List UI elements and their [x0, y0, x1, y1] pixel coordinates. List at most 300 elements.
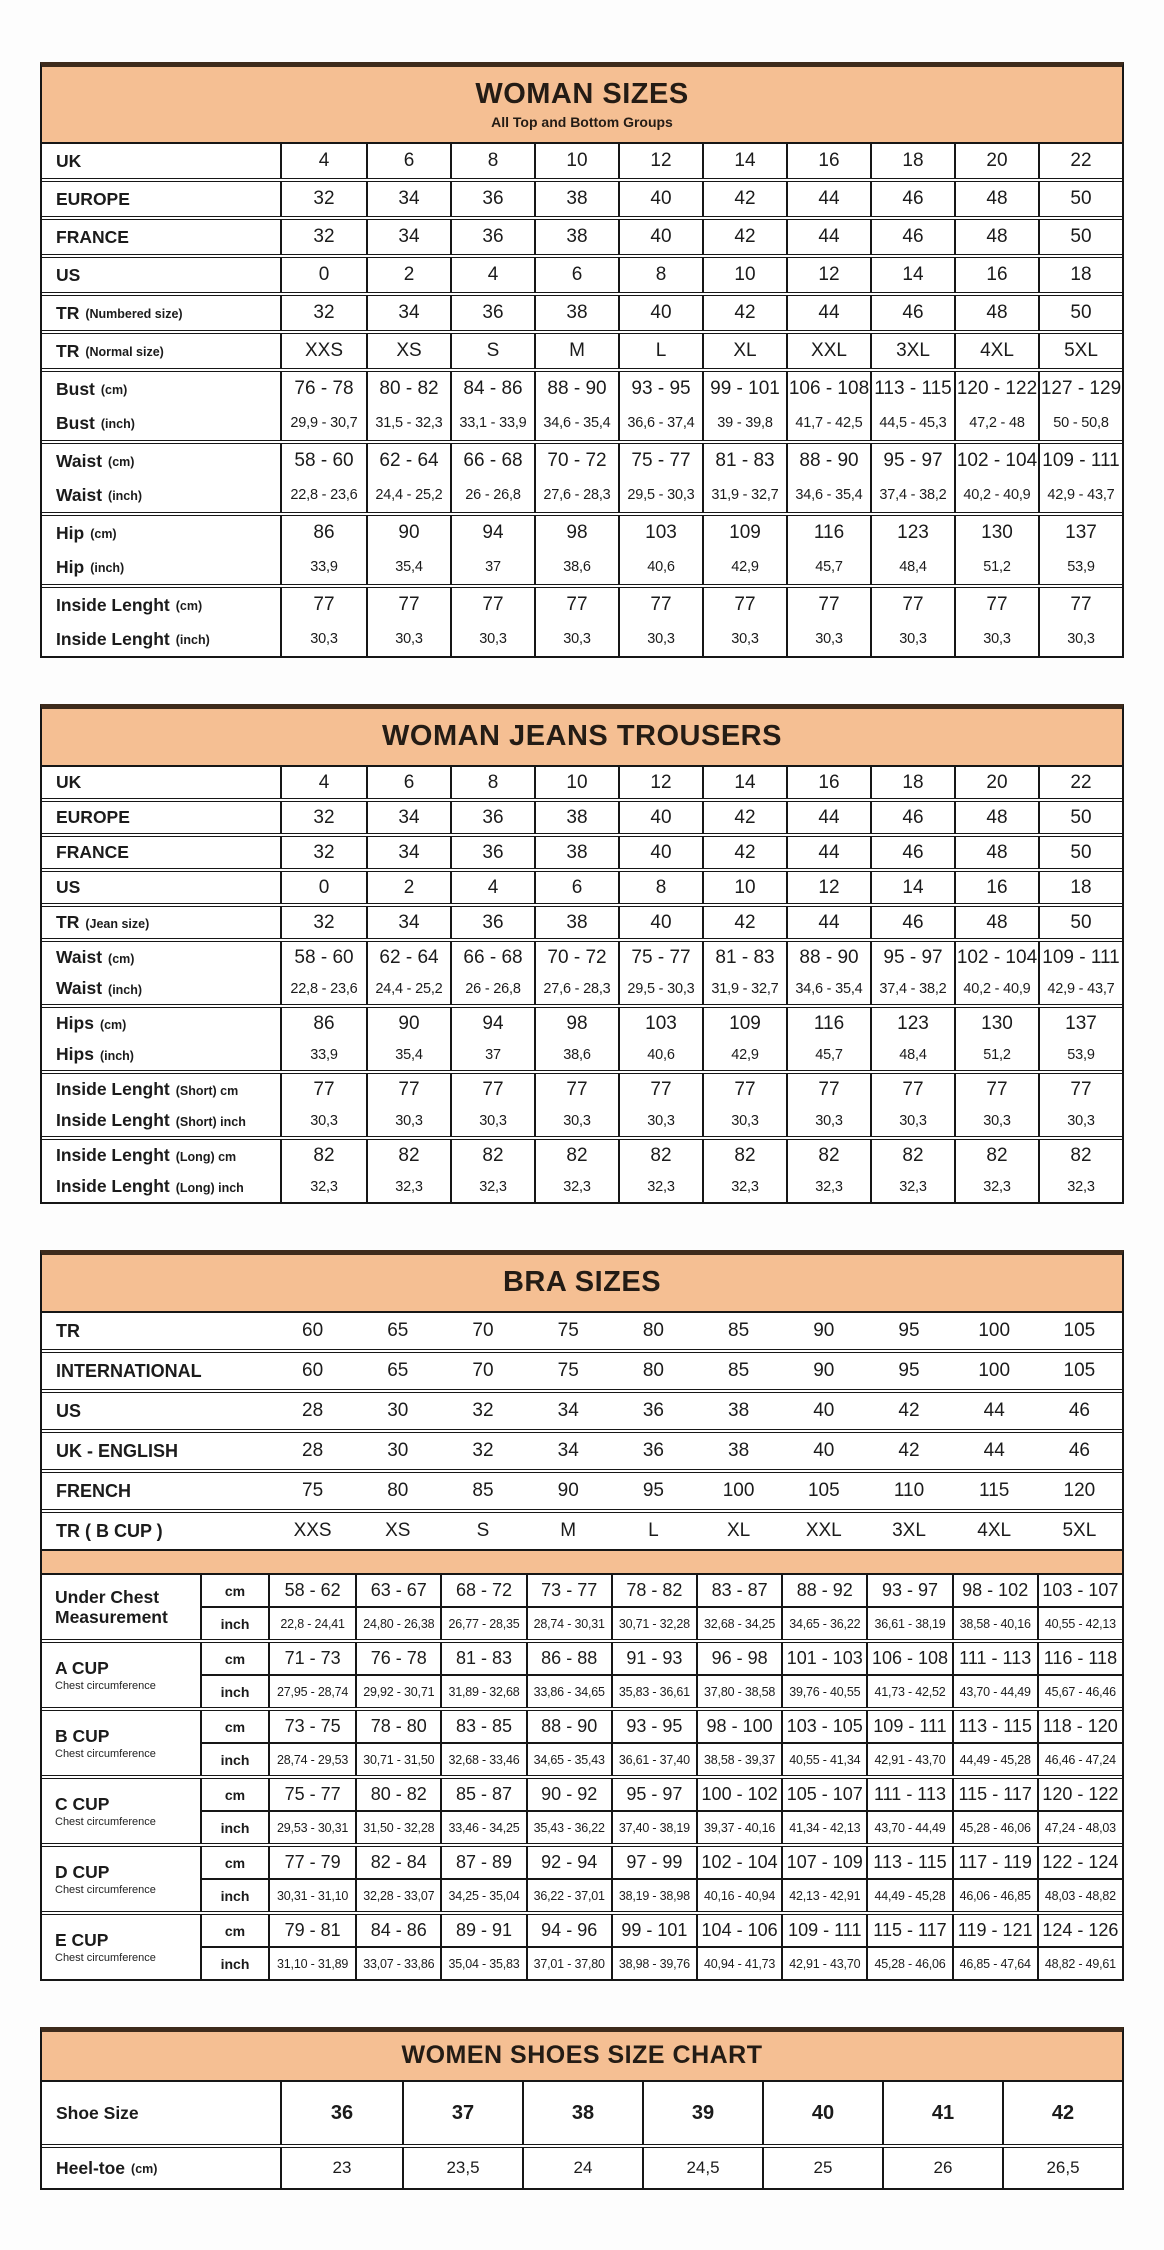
- table-cell: 30,3: [450, 1105, 534, 1136]
- table-cell: 32: [472, 1440, 494, 1461]
- table-cell: 80: [642, 1320, 664, 1341]
- table-cell: 29,5 - 30,3: [618, 973, 702, 1004]
- table-cell: 51,2: [954, 1039, 1038, 1070]
- table-cell: 94: [450, 516, 534, 550]
- row-label: [42, 1140, 282, 1171]
- table-cell: 98: [534, 516, 618, 550]
- cup-measurement-block: [42, 1575, 1122, 1639]
- table-title: WOMEN SHOES SIZE CHART: [401, 2041, 763, 2069]
- table-cell: 39,76 - 40,55: [781, 1676, 866, 1707]
- table-cell: 24,5: [642, 2148, 762, 2188]
- table-cell: 41,73 - 42,52: [866, 1676, 951, 1707]
- unit-cell: inch: [202, 1812, 270, 1843]
- table-cell: 29,5 - 30,3: [618, 478, 702, 512]
- table-cell: 30,3: [786, 622, 870, 656]
- table-cell: 5XL: [1038, 334, 1122, 368]
- table-cell: 33,07 - 33,86: [355, 1948, 440, 1979]
- table-cell: 40: [618, 802, 702, 833]
- row-label-text: TR: [56, 302, 80, 323]
- table-cell: 77: [313, 594, 335, 615]
- table-cell: 30,3: [310, 631, 338, 647]
- row-label: [42, 296, 282, 330]
- row-label-text: TR: [56, 340, 80, 361]
- unit-cell: cm: [202, 1779, 270, 1810]
- table-cell: 82: [618, 1140, 702, 1171]
- table-cell: 34,65 - 35,43: [526, 1744, 611, 1775]
- row-label-text: Inside Lenght: [56, 1079, 170, 1099]
- table-cell: 58 - 60: [294, 450, 354, 471]
- table-cell: 99 - 101: [702, 372, 786, 406]
- table-cell: 103: [618, 516, 702, 550]
- row-label-note: (Long) inch: [175, 1180, 244, 1195]
- table-cell: 68 - 72: [440, 1575, 525, 1606]
- table-subtitle: All Top and Bottom Groups: [491, 114, 673, 130]
- cup-rows: [202, 1711, 1122, 1775]
- table-cell: 75 - 77: [284, 1784, 341, 1804]
- table-cell: M: [534, 334, 618, 368]
- table-cell: 35,4: [366, 550, 450, 584]
- cup-sublabel: Chest circumference: [55, 1816, 156, 1829]
- table-cell: 32,3: [954, 1171, 1038, 1202]
- table-cell: 26: [882, 2148, 1002, 2188]
- row-label-text: Inside Lenght: [56, 1176, 170, 1196]
- row-label: [42, 973, 282, 1004]
- cup-block-label: [42, 1711, 202, 1775]
- table-cell: 12: [618, 144, 702, 178]
- row-label: [42, 767, 282, 798]
- table-cell: 77: [954, 588, 1038, 622]
- table-cell: 100 - 102: [696, 1779, 781, 1810]
- cup-rows: [202, 1915, 1122, 1979]
- table-cell: 78 - 80: [355, 1711, 440, 1742]
- table-cell: 34: [557, 1440, 579, 1461]
- table-cell: 32,3: [1038, 1171, 1122, 1202]
- table-cell: 47,24 - 48,03: [1037, 1812, 1122, 1843]
- table-row: [42, 938, 1122, 973]
- table-cell: 46,85 - 47,64: [952, 1948, 1037, 1979]
- row-label-text: Hip: [56, 522, 85, 543]
- table-cell: 12: [786, 872, 870, 903]
- cup-name: D CUP: [55, 1861, 110, 1882]
- table-row: [42, 406, 1122, 440]
- table-cell: 32: [313, 302, 335, 323]
- table-cell: 90 - 92: [526, 1779, 611, 1810]
- table-row: [42, 478, 1122, 512]
- table-row: [42, 1509, 1122, 1549]
- table-row: [42, 254, 1122, 292]
- table-cell: 34,65 - 36,22: [781, 1608, 866, 1639]
- table-cell: 95 - 97: [611, 1779, 696, 1810]
- table-header: [42, 2032, 1122, 2082]
- unit-cell: cm: [202, 1575, 270, 1606]
- table-cell: 3XL: [870, 334, 954, 368]
- row-label-text: US: [56, 264, 81, 285]
- table-cell: 45,7: [786, 550, 870, 584]
- table-cell: 80: [642, 1360, 664, 1381]
- table-cell: 36,61 - 37,40: [611, 1744, 696, 1775]
- row-label-text: UK: [56, 150, 82, 171]
- table-cell: 89 - 91: [440, 1915, 525, 1946]
- row-label: [42, 802, 282, 833]
- table-cell: 77: [366, 588, 450, 622]
- row-label: [42, 406, 282, 440]
- row-label: [42, 1074, 282, 1105]
- table-cell: 42: [702, 220, 786, 254]
- table-cell: 117 - 119: [952, 1847, 1037, 1878]
- table-cell: 34: [366, 182, 450, 216]
- table-cell: 36: [450, 220, 534, 254]
- row-label-text: Bust: [56, 378, 95, 399]
- table-cell: 30,3: [702, 622, 786, 656]
- table-cell: 28,74 - 30,31: [526, 1608, 611, 1639]
- table-cell: 34,25 - 35,04: [440, 1880, 525, 1911]
- row-label: [42, 588, 282, 622]
- table-cell: 28: [302, 1400, 324, 1421]
- table-cell: 30,3: [1038, 1105, 1122, 1136]
- table-row: [202, 1575, 1122, 1606]
- row-label-text: Hips: [56, 1013, 94, 1033]
- row-label-note: (cm): [100, 383, 128, 397]
- table-cell: 24: [522, 2148, 642, 2188]
- table-cell: 23: [332, 2158, 352, 2177]
- table-cell: 22: [1038, 767, 1122, 798]
- table-cell: 80: [387, 1480, 409, 1501]
- table-cell: 77: [1038, 588, 1122, 622]
- cup-rows: [202, 1575, 1122, 1639]
- table-cell: 30,3: [534, 1105, 618, 1136]
- table-row: [42, 1039, 1122, 1070]
- table-cell: 94 - 96: [526, 1915, 611, 1946]
- row-label: [42, 872, 282, 903]
- table-cell: 35,04 - 35,83: [440, 1948, 525, 1979]
- table-cell: 65: [387, 1320, 409, 1341]
- table-cell: 48: [954, 802, 1038, 833]
- table-cell: 77: [1038, 1074, 1122, 1105]
- row-label-note: (cm): [99, 1017, 127, 1032]
- table-cell: 84 - 86: [355, 1915, 440, 1946]
- table-cell: 16: [954, 872, 1038, 903]
- table-cell: 4: [450, 872, 534, 903]
- table-cell: 50: [1038, 802, 1122, 833]
- table-cell: 40: [618, 182, 702, 216]
- table-cell: 77: [450, 588, 534, 622]
- table-cell: 100: [978, 1320, 1011, 1341]
- table-cell: 32,3: [534, 1171, 618, 1202]
- table-cell: 4: [318, 150, 330, 171]
- row-label-text: Bust: [56, 412, 95, 433]
- table-cell: 98 - 102: [952, 1575, 1037, 1606]
- table-cell: 40,94 - 41,73: [696, 1948, 781, 1979]
- row-label-text: Inside Lenght: [56, 1145, 170, 1165]
- table-cell: 43,70 - 44,49: [866, 1812, 951, 1843]
- table-cell: 10: [534, 767, 618, 798]
- row-label: [42, 837, 282, 868]
- table-cell: 76 - 78: [355, 1643, 440, 1674]
- table-cell: 80 - 82: [366, 372, 450, 406]
- table-cell: 46: [870, 802, 954, 833]
- table-title: WOMAN JEANS TROUSERS: [382, 720, 782, 752]
- table-cell: 75: [557, 1320, 579, 1341]
- row-label-note: (inch): [108, 489, 143, 503]
- table-cell: 26 - 26,8: [450, 973, 534, 1004]
- row-label: [42, 907, 282, 938]
- table-cell: 38: [534, 907, 618, 938]
- table-cell: 105 - 107: [781, 1779, 866, 1810]
- table-cell: 101 - 103: [781, 1643, 866, 1674]
- table-cell: 82: [366, 1140, 450, 1171]
- table-cell: 34: [366, 802, 450, 833]
- table-cell: 119 - 121: [952, 1915, 1037, 1946]
- table-cell: 34: [366, 220, 450, 254]
- table-cell: 12: [786, 258, 870, 292]
- row-label-text: Hip: [56, 556, 85, 577]
- unit-cell: cm: [202, 1643, 270, 1674]
- cup-name: C CUP: [55, 1793, 110, 1814]
- table-cell: 4XL: [954, 334, 1038, 368]
- row-label-note: (cm): [175, 599, 203, 613]
- table-cell: 46: [870, 182, 954, 216]
- table-cell: 98: [534, 1008, 618, 1039]
- table-cell: 106 - 108: [866, 1643, 951, 1674]
- table-cell: 38: [534, 182, 618, 216]
- table-cell: 86: [313, 522, 335, 543]
- table-cell: 109: [702, 516, 786, 550]
- table-cell: 36: [450, 802, 534, 833]
- table-row: [202, 1810, 1122, 1843]
- row-label: [42, 220, 282, 254]
- table-cell: 44: [786, 802, 870, 833]
- cup-block-label: [42, 1779, 202, 1843]
- table-cell: 36: [330, 2101, 354, 2124]
- table-cell: XS: [366, 334, 450, 368]
- table-cell: 32: [472, 1400, 494, 1421]
- table-cell: 30,71 - 31,50: [355, 1744, 440, 1775]
- table-cell: 30,3: [534, 622, 618, 656]
- row-label-note: (Jean size): [85, 916, 150, 931]
- table-cell: 115: [979, 1480, 1010, 1501]
- table-cell: 14: [702, 767, 786, 798]
- row-label: [42, 2082, 282, 2144]
- table-cell: 30,3: [870, 1105, 954, 1136]
- table-cell: 62 - 64: [366, 942, 450, 973]
- table-cell: 37,40 - 38,19: [611, 1812, 696, 1843]
- row-label-text: EUROPE: [56, 188, 130, 209]
- table-cell: 33,46 - 34,25: [440, 1812, 525, 1843]
- table-cell: 8: [618, 258, 702, 292]
- table-cell: 127 - 129: [1038, 372, 1122, 406]
- bra-sizes-table: [40, 1250, 1124, 1981]
- cup-measurement-block: [42, 1911, 1122, 1979]
- table-row: [42, 292, 1122, 330]
- table-cell: 60: [302, 1320, 324, 1341]
- table-row: [202, 1606, 1122, 1639]
- table-row: [202, 1878, 1122, 1911]
- table-cell: 75: [302, 1480, 324, 1501]
- table-cell: 73 - 75: [284, 1716, 341, 1736]
- separator-bar: [42, 1549, 1122, 1575]
- table-cell: XXS: [293, 1520, 332, 1541]
- table-row: [42, 550, 1122, 584]
- table-cell: 32: [313, 806, 335, 828]
- table-cell: 83 - 85: [440, 1711, 525, 1742]
- table-cell: 50 - 50,8: [1038, 406, 1122, 440]
- table-row: [202, 1742, 1122, 1775]
- table-cell: 77: [954, 1074, 1038, 1105]
- table-cell: 36: [450, 182, 534, 216]
- table-cell: 111 - 113: [952, 1643, 1037, 1674]
- table-row: [42, 833, 1122, 868]
- unit-cell: inch: [202, 1880, 270, 1911]
- table-cell: 30: [387, 1400, 409, 1421]
- table-cell: 137: [1038, 1008, 1122, 1039]
- table-cell: 18: [870, 144, 954, 178]
- table-cell: 32,3: [618, 1171, 702, 1202]
- table-row: [42, 2144, 1122, 2188]
- table-cell: 105: [807, 1480, 840, 1501]
- table-cell: 82: [450, 1140, 534, 1171]
- table-cell: 38,6: [534, 550, 618, 584]
- table-cell: 84 - 86: [450, 372, 534, 406]
- table-cell: XL: [702, 334, 786, 368]
- row-label: [42, 372, 282, 406]
- table-cell: 34: [366, 907, 450, 938]
- table-cell: 104 - 106: [696, 1915, 781, 1946]
- table-cell: 35,4: [366, 1039, 450, 1070]
- table-cell: 48,4: [870, 550, 954, 584]
- table-cell: 85: [728, 1360, 750, 1381]
- table-row: [202, 1915, 1122, 1946]
- table-cell: 8: [450, 767, 534, 798]
- table-cell: 50: [1038, 837, 1122, 868]
- table-cell: 28: [302, 1440, 324, 1461]
- row-label: [42, 1171, 282, 1202]
- table-cell: 109 - 111: [781, 1915, 866, 1946]
- table-cell: 29,92 - 30,71: [355, 1676, 440, 1707]
- row-label-text: Waist: [56, 947, 103, 967]
- table-cell: 113 - 115: [866, 1847, 951, 1878]
- table-cell: 2: [366, 872, 450, 903]
- table-cell: 36: [450, 837, 534, 868]
- table-cell: 41,34 - 42,13: [781, 1812, 866, 1843]
- row-label-text: Inside Lenght: [56, 1110, 170, 1130]
- table-cell: 100: [978, 1360, 1011, 1381]
- row-label-note: (Normal size): [85, 345, 164, 359]
- row-label: FRENCH: [56, 1480, 131, 1501]
- table-cell: 40,6: [618, 1039, 702, 1070]
- table-cell: 95: [642, 1480, 664, 1501]
- table-cell: 53,9: [1038, 1039, 1122, 1070]
- table-cell: 33,1 - 33,9: [450, 406, 534, 440]
- table-cell: 80 - 82: [355, 1779, 440, 1810]
- table-cell: 102 - 104: [954, 942, 1038, 973]
- table-cell: 48: [954, 220, 1038, 254]
- table-cell: 47,2 - 48: [954, 406, 1038, 440]
- table-cell: 27,6 - 28,3: [534, 478, 618, 512]
- row-label: UK - ENGLISH: [56, 1440, 179, 1461]
- cup-measurement-block: [42, 1639, 1122, 1707]
- table-cell: 41,7 - 42,5: [786, 406, 870, 440]
- table-row: [42, 584, 1122, 622]
- table-cell: 93 - 95: [611, 1711, 696, 1742]
- table-row: [202, 1946, 1122, 1979]
- cup-sublabel: Chest circumference: [55, 1952, 156, 1965]
- table-cell: 115 - 117: [952, 1779, 1037, 1810]
- table-cell: 42: [702, 296, 786, 330]
- table-cell: 36,61 - 38,19: [866, 1608, 951, 1639]
- table-cell: 102 - 104: [696, 1847, 781, 1878]
- table-cell: 0: [318, 876, 330, 898]
- table-row: [42, 144, 1122, 178]
- table-cell: 44: [786, 220, 870, 254]
- table-title: BRA SIZES: [502, 1266, 662, 1298]
- table-cell: 50: [1038, 182, 1122, 216]
- table-cell: 46: [1068, 1440, 1090, 1461]
- table-cell: 82: [870, 1140, 954, 1171]
- table-row: [42, 1171, 1122, 1202]
- table-cell: 85: [472, 1480, 494, 1501]
- table-row: [42, 1105, 1122, 1136]
- table-cell: 88 - 90: [534, 372, 618, 406]
- table-cell: 32,3: [870, 1171, 954, 1202]
- row-label: [42, 550, 282, 584]
- table-cell: 20: [954, 767, 1038, 798]
- table-cell: 37: [402, 2082, 522, 2144]
- table-cell: 70 - 72: [534, 942, 618, 973]
- table-cell: 42,91 - 43,70: [866, 1744, 951, 1775]
- table-cell: 51,2: [954, 550, 1038, 584]
- table-cell: 25: [762, 2148, 882, 2188]
- size-table: [40, 704, 1124, 1204]
- table-cell: 4: [318, 771, 330, 793]
- table-cell: 94: [450, 1008, 534, 1039]
- table-cell: 28,74 - 29,53: [277, 1752, 349, 1767]
- table-cell: 58 - 62: [284, 1580, 341, 1600]
- row-label-text: Inside Lenght: [56, 628, 170, 649]
- table-cell: 6: [366, 767, 450, 798]
- table-cell: 45,7: [786, 1039, 870, 1070]
- cup-sublabel: Chest circumference: [55, 1884, 156, 1897]
- cup-name: B CUP: [55, 1725, 110, 1746]
- unit-cell: inch: [202, 1948, 270, 1979]
- table-cell: 77: [618, 588, 702, 622]
- row-label: [42, 478, 282, 512]
- table-cell: 120 - 122: [954, 372, 1038, 406]
- table-cell: 22: [1038, 144, 1122, 178]
- table-cell: 75: [557, 1360, 579, 1381]
- row-label-text: UK: [56, 772, 82, 792]
- unit-cell: inch: [202, 1608, 270, 1639]
- row-label: US: [56, 1400, 82, 1421]
- table-cell: 45,67 - 46,46: [1037, 1676, 1122, 1707]
- table-cell: 33,9: [310, 1046, 338, 1063]
- table-cell: 32,68 - 34,25: [696, 1608, 781, 1639]
- table-cell: 38: [728, 1440, 750, 1461]
- table-row: [42, 2082, 1122, 2144]
- row-label: [42, 1039, 282, 1070]
- table-cell: 86: [313, 1012, 335, 1034]
- table-cell: 31,89 - 32,68: [440, 1676, 525, 1707]
- table-cell: 97 - 99: [611, 1847, 696, 1878]
- table-cell: 38,98 - 39,76: [611, 1948, 696, 1979]
- table-cell: 32,68 - 33,46: [440, 1744, 525, 1775]
- table-cell: 109 - 111: [1038, 444, 1122, 478]
- table-cell: 42: [702, 837, 786, 868]
- table-row: [42, 1469, 1122, 1509]
- table-cell: 22,8 - 23,6: [290, 487, 358, 503]
- table-cell: 31,9 - 32,7: [702, 973, 786, 1004]
- table-cell: 36: [642, 1400, 664, 1421]
- table-cell: 39 - 39,8: [702, 406, 786, 440]
